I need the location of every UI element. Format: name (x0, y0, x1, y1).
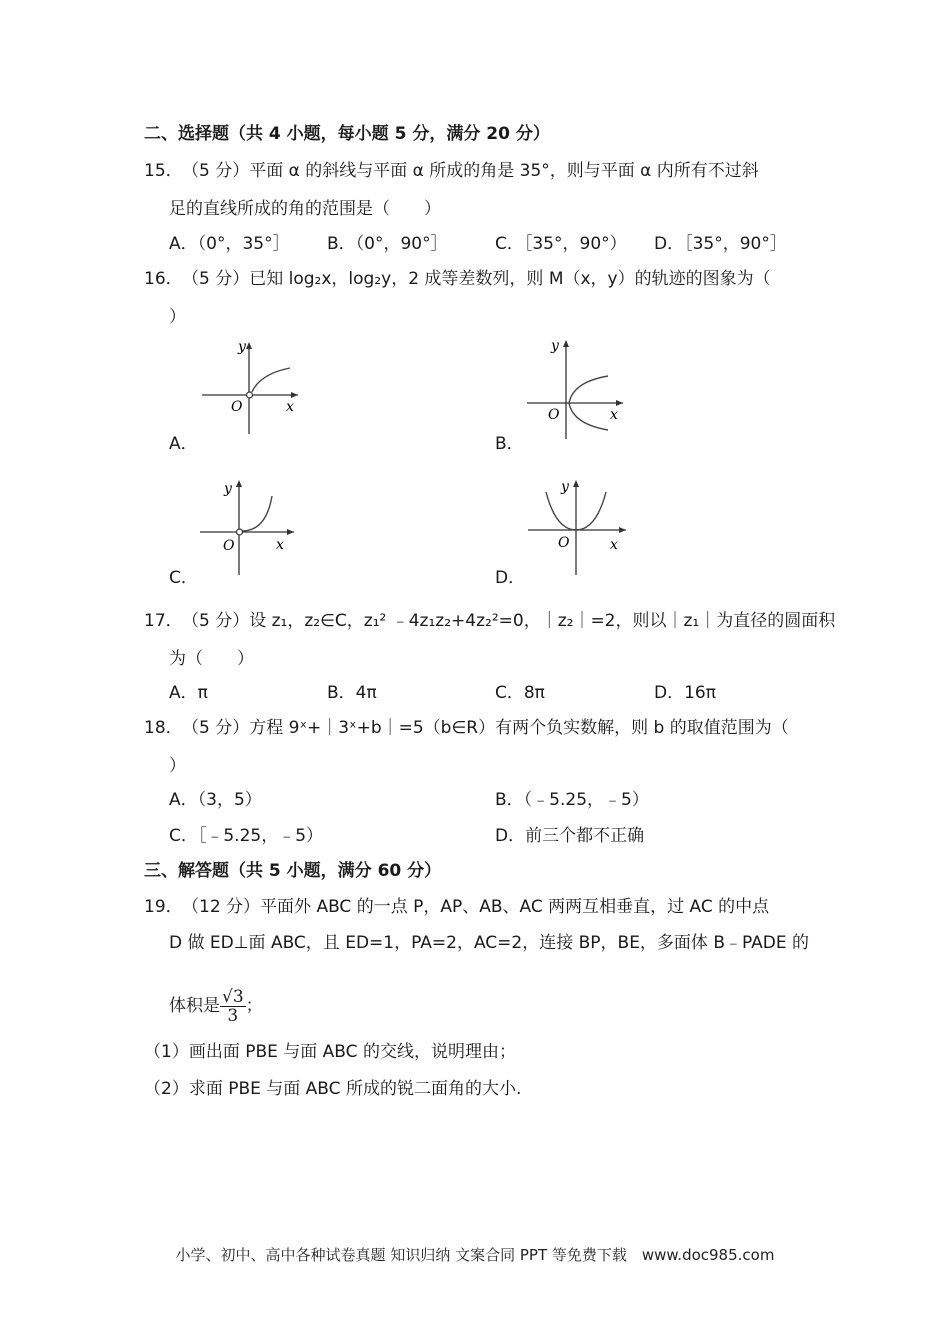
q16-graph-b-origin-label: O (548, 407, 560, 423)
q16-graph-b (523, 336, 633, 441)
q16-graph-b-y-label: y (551, 338, 559, 354)
q19-stem-line1: （12 分）平面外 ABC 的一点 P，AP、AB、AC 两两互相垂直，过 AC 的中点 (182, 897, 770, 917)
q16-graph-a-y-label: y (238, 339, 246, 355)
q16-graph-b-x-label: x (610, 407, 618, 423)
q17-number: 17． (144, 611, 183, 631)
q19-subquestion-1: （1）画出面 PBE 与面 ABC 的交线，说明理由； (144, 1042, 516, 1062)
q15-number: 15． (144, 161, 183, 181)
q16-graph-c-y-label: y (224, 481, 232, 497)
q19-stem-line3 (169, 985, 263, 1027)
q19-volume-fraction (220, 988, 246, 1025)
q18-stem-line2: ） (169, 756, 186, 776)
q16-option-a: A． (169, 434, 198, 454)
q16-graph-d-x-label: x (610, 537, 618, 553)
q15-stem-line2: 足的直线所成的角的范围是（ ） (169, 199, 441, 219)
q16-option-d: D． (495, 568, 526, 588)
q15-stem-line1: （5 分）平面 α 的斜线与平面 α 所成的角是 35°，则与平面 α 内所有不过斜 (182, 161, 759, 181)
q16-stem-line2: ） (169, 307, 186, 327)
q17-option-a: A．π (169, 683, 208, 703)
q16-option-b: B． (495, 434, 524, 454)
q19-volume-prefix: 体积是 (169, 996, 220, 1016)
q18-option-a: A．（3，5） (169, 790, 262, 810)
q18-option-c: C．［﹣5.25，﹣5） (169, 826, 324, 846)
q17-stem-line2: 为（ ） (169, 649, 254, 669)
q19-number: 19． (144, 897, 183, 917)
q19-fraction-denominator: 3 (227, 1005, 239, 1026)
section-3-title: 三、解答题（共 5 小题，满分 60 分） (144, 861, 442, 881)
q16-graph-c-origin-label: O (223, 538, 235, 554)
q16-graph-a-x-label: x (286, 399, 294, 415)
q17-option-c: C．8π (495, 683, 545, 703)
q16-stem-line1: （5 分）已知 log₂x，log₂y，2 成等差数列，则 M（x，y）的轨迹的图象为（ (182, 269, 771, 289)
q15-option-a: A．（0°，35°］ (169, 234, 290, 254)
q18-number: 18． (144, 718, 183, 738)
q16-number: 16． (144, 269, 183, 289)
q19-stem-line2: D 做 ED⊥面 ABC，且 ED=1，PA=2，AC=2，连接 BP，BE，多面体 B﹣PADE 的 (169, 933, 810, 953)
q15-option-d: D．［35°，90°］ (654, 234, 787, 254)
q17-stem-line1: （5 分）设 z₁，z₂∈C，z₁² ﹣4z₁z₂+4z₂²=0，｜z₂｜=2，则以｜z₁｜为直径的圆面积 (182, 611, 836, 631)
q16-graph-a (198, 338, 308, 438)
q19-subquestion-2: （2）求面 PBE 与面 ABC 所成的锐二面角的大小. (144, 1079, 522, 1099)
q16-graph-c-x-label: x (276, 537, 284, 553)
q17-option-d: D．16π (654, 683, 716, 703)
q17-option-b: B．4π (327, 683, 377, 703)
q15-option-c: C．［35°，90°） (495, 234, 627, 254)
section-2-title: 二、选择题（共 4 小题，每小题 5 分，满分 20 分） (144, 124, 550, 144)
q16-graph-c (196, 476, 301, 576)
q16-graph-d-origin-label: O (558, 535, 570, 551)
q15-option-b: B．（0°，90°］ (327, 234, 448, 254)
q16-option-c: C． (169, 568, 198, 588)
q18-option-d: D．前三个都不正确 (495, 826, 645, 846)
q19-volume-suffix: ； (245, 996, 263, 1016)
q16-graph-d-y-label: y (561, 479, 569, 495)
page-footer: 小学、初中、高中各种试卷真题 知识归纳 文案合同 PPT 等免费下载 www.doc985.com (175, 1246, 775, 1264)
q16-graph-d (524, 476, 634, 576)
q16-graph-a-origin-label: O (231, 399, 243, 415)
q18-option-b: B．（﹣5.25，﹣5） (495, 790, 649, 810)
q19-fraction-numerator: √3 (222, 986, 244, 1007)
q18-stem-line1: （5 分）方程 9ˣ+｜3ˣ+b｜=5（b∈R）有两个负实数解，则 b 的取值范围为（ (182, 718, 789, 738)
